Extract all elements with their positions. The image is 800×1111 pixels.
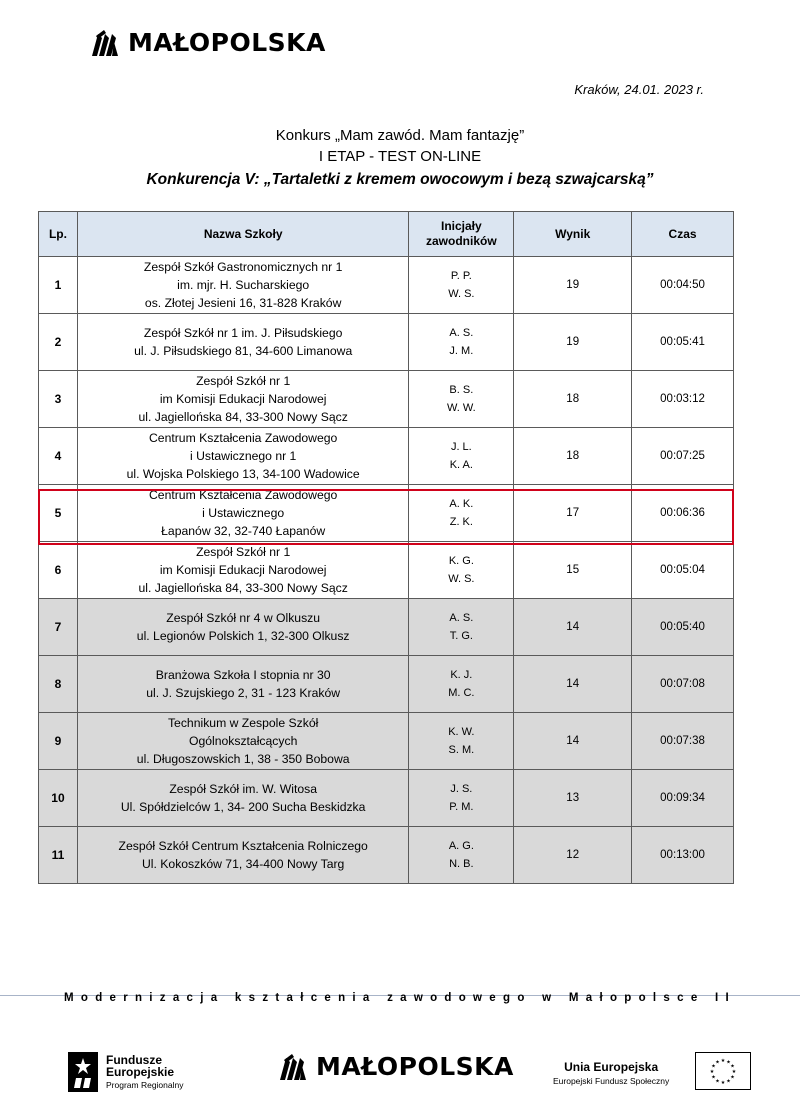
initials-line: A. S.	[449, 612, 474, 624]
initials-line: K. G.	[448, 555, 474, 567]
school-line: Zespół Szkół Centrum Kształcenia Rolniczego	[118, 839, 368, 853]
row-initials	[409, 314, 514, 371]
eu-star: ★	[711, 1074, 716, 1081]
initials-line: J. S.	[450, 783, 473, 795]
row-time: 00:07:08	[632, 656, 734, 713]
eu-star: ★	[730, 1074, 735, 1081]
row-time: 00:06:36	[632, 485, 734, 542]
eu-star: ★	[715, 1059, 720, 1066]
row-lp: 6	[39, 542, 78, 599]
row-lp: 7	[39, 599, 78, 656]
table-header-row	[39, 212, 734, 257]
logo-text: MAŁOPOLSKA	[128, 28, 326, 57]
initials-line: K. W.	[448, 726, 475, 738]
header-initials-line2: zawodników	[426, 234, 497, 248]
eu-star: ★	[726, 1059, 731, 1066]
initials-line: B. S.	[449, 384, 474, 396]
school-line: ul. J. Piłsudskiego 81, 34-600 Limanowa	[134, 344, 353, 358]
school-line: i Ustawicznego nr 1	[189, 449, 297, 463]
fundusze-europejskie-icon	[68, 1052, 98, 1092]
initials-line: K. A.	[449, 459, 473, 471]
eu-star: ★	[709, 1069, 715, 1075]
row-school	[77, 656, 408, 713]
school-line: ul. Jagiellońska 84, 33-300 Nowy Sącz	[138, 410, 348, 424]
initials-line: J. L.	[450, 441, 472, 453]
table-row	[39, 542, 734, 599]
school-line: i Ustawicznego	[202, 506, 285, 520]
initials-line: M. C.	[448, 687, 475, 699]
school-line: Łapanów 32, 32-740 Łapanów	[161, 524, 326, 538]
school-line: im. mjr. H. Sucharskiego	[177, 278, 310, 292]
row-score: 17	[514, 485, 632, 542]
row-initials	[409, 713, 514, 770]
row-initials	[409, 257, 514, 314]
eu-label	[553, 1060, 669, 1086]
initials-line: S. M.	[448, 744, 475, 756]
initials-line: A. S.	[449, 327, 474, 339]
initials-line: A. G.	[448, 840, 474, 852]
malopolska-mark-icon	[92, 30, 122, 56]
school-line: Ul. Spółdzielców 1, 34- 200 Sucha Beskidzka	[120, 800, 366, 814]
row-lp: 8	[39, 656, 78, 713]
eu-stars-icon	[696, 1053, 750, 1089]
school-line: ul. J. Szujskiego 2, 31 - 123 Kraków	[146, 686, 341, 700]
results-table	[38, 211, 734, 884]
eu-star: ★	[711, 1063, 716, 1070]
row-school	[77, 827, 408, 884]
eu-flag-icon	[695, 1052, 751, 1090]
initials-line: N. B.	[449, 858, 474, 870]
row-school	[77, 542, 408, 599]
row-time: 00:03:12	[632, 371, 734, 428]
row-school	[77, 599, 408, 656]
row-lp: 2	[39, 314, 78, 371]
school-line: Centrum Kształcenia Zawodowego	[149, 488, 338, 502]
school-line: Branżowa Szkoła I stopnia nr 30	[155, 668, 331, 682]
stage-title: I ETAP - TEST ON-LINE	[318, 148, 482, 165]
row-time: 00:05:04	[632, 542, 734, 599]
school-line: Zespół Szkół im. W. Witosa	[169, 782, 317, 796]
row-score: 13	[514, 770, 632, 827]
fe-line2: Europejskie	[106, 1064, 175, 1079]
school-line: Technikum w Zespole Szkół	[167, 716, 319, 730]
fe-line1: Fundusze	[106, 1052, 162, 1067]
row-lp: 5	[39, 485, 78, 542]
row-lp: 4	[39, 428, 78, 485]
row-time: 00:09:34	[632, 770, 734, 827]
row-school	[77, 314, 408, 371]
initials-line: W. S.	[448, 573, 475, 585]
fundusze-europejskie-logo	[68, 1052, 183, 1092]
initials-line: P. M.	[449, 801, 474, 813]
row-lp: 10	[39, 770, 78, 827]
initials-line: J. M.	[449, 345, 474, 357]
row-score: 18	[514, 371, 632, 428]
project-name: Modernizacja kształcenia zawodowego w Małopolsce II	[63, 992, 736, 1004]
row-initials	[409, 770, 514, 827]
school-line: Zespół Szkół Gastronomicznych nr 1	[143, 260, 343, 274]
ue-line2: Europejski Fundusz Społeczny	[553, 1076, 670, 1086]
row-score: 19	[514, 257, 632, 314]
row-school	[77, 257, 408, 314]
eu-star: ★	[730, 1063, 735, 1070]
row-time: 00:05:41	[632, 314, 734, 371]
initials-line: A. K.	[449, 498, 474, 510]
table-row	[39, 485, 734, 542]
eu-star: ★	[720, 1080, 726, 1086]
school-line: ul. Długoszowskich 1, 38 - 350 Bobowa	[136, 752, 350, 766]
row-time: 00:05:40	[632, 599, 734, 656]
contest-title: Konkurs „Mam zawód. Mam fantazję”	[275, 127, 525, 144]
row-initials	[409, 656, 514, 713]
initials-line: W. W.	[446, 402, 476, 414]
school-line: im Komisji Edukacji Narodowej	[159, 563, 327, 577]
table-row	[39, 257, 734, 314]
row-school	[77, 713, 408, 770]
table-row	[39, 713, 734, 770]
row-score: 14	[514, 599, 632, 656]
row-lp: 3	[39, 371, 78, 428]
row-lp: 11	[39, 827, 78, 884]
malopolska-logo-bottom	[280, 1052, 514, 1081]
school-line: Ogólnokształcących	[188, 734, 298, 748]
school-line: ul. Wojska Polskiego 13, 34-100 Wadowice	[126, 467, 360, 481]
row-score: 15	[514, 542, 632, 599]
row-score: 14	[514, 713, 632, 770]
malopolska-logo-top	[92, 28, 326, 57]
school-line: Zespół Szkół nr 1	[196, 545, 291, 559]
row-score: 19	[514, 314, 632, 371]
row-initials	[409, 599, 514, 656]
school-line: Zespół Szkół nr 4 w Olkuszu	[166, 611, 321, 625]
fe-line3: Program Regionalny	[106, 1079, 184, 1090]
row-initials	[409, 371, 514, 428]
results-body	[39, 257, 734, 884]
initials-line: W. S.	[448, 288, 475, 300]
table-row	[39, 371, 734, 428]
table-row	[39, 827, 734, 884]
school-line: ul. Legionów Polskich 1, 32-300 Olkusz	[136, 629, 350, 643]
row-school	[77, 770, 408, 827]
header-initials-line1: Inicjały	[441, 219, 482, 233]
row-initials	[409, 827, 514, 884]
row-school	[77, 428, 408, 485]
header-initials	[409, 212, 514, 257]
row-initials	[409, 428, 514, 485]
initials-line: T. G.	[449, 630, 473, 642]
initials-line: Z. K.	[449, 516, 473, 528]
table-row	[39, 428, 734, 485]
school-line: ul. Jagiellońska 84, 33-300 Nowy Sącz	[138, 581, 348, 595]
table-row	[39, 599, 734, 656]
school-line: Zespół Szkół nr 1	[196, 374, 291, 388]
row-school	[77, 485, 408, 542]
school-line: Ul. Kokoszków 71, 34-400 Nowy Targ	[142, 857, 345, 871]
competition-title: Konkurencja V: „Tartaletki z kremem owocowym i bezą szwajcarską”	[146, 171, 654, 188]
school-line: os. Złotej Jesieni 16, 31-828 Kraków	[144, 296, 342, 310]
row-lp: 9	[39, 713, 78, 770]
row-time: 00:13:00	[632, 827, 734, 884]
table-row	[39, 314, 734, 371]
school-line: Zespół Szkół nr 1 im. J. Piłsudskiego	[143, 326, 343, 340]
row-score: 12	[514, 827, 632, 884]
row-score: 18	[514, 428, 632, 485]
header-time: Czas	[632, 212, 734, 257]
header-lp: Lp.	[39, 212, 78, 257]
eu-star: ★	[720, 1058, 726, 1064]
row-time: 00:07:25	[632, 428, 734, 485]
header-school: Nazwa Szkoły	[77, 212, 408, 257]
row-time: 00:07:38	[632, 713, 734, 770]
row-lp: 1	[39, 257, 78, 314]
row-school	[77, 371, 408, 428]
initials-line: K. J.	[450, 669, 473, 681]
logo-text-bottom: MAŁOPOLSKA	[316, 1052, 514, 1081]
row-time: 00:04:50	[632, 257, 734, 314]
header-score: Wynik	[514, 212, 632, 257]
table-row	[39, 770, 734, 827]
row-initials	[409, 485, 514, 542]
table-row	[39, 656, 734, 713]
malopolska-mark-icon	[280, 1054, 310, 1080]
row-score: 14	[514, 656, 632, 713]
row-initials	[409, 542, 514, 599]
ue-line1: Unia Europejska	[564, 1060, 659, 1074]
school-line: im Komisji Edukacji Narodowej	[159, 392, 327, 406]
eu-star: ★	[726, 1078, 731, 1085]
document-date: Kraków, 24.01. 2023 r.	[574, 82, 704, 97]
eu-star: ★	[715, 1078, 720, 1085]
eu-star: ★	[731, 1069, 737, 1075]
initials-line: P. P.	[450, 270, 472, 282]
school-line: Centrum Kształcenia Zawodowego	[149, 431, 338, 445]
